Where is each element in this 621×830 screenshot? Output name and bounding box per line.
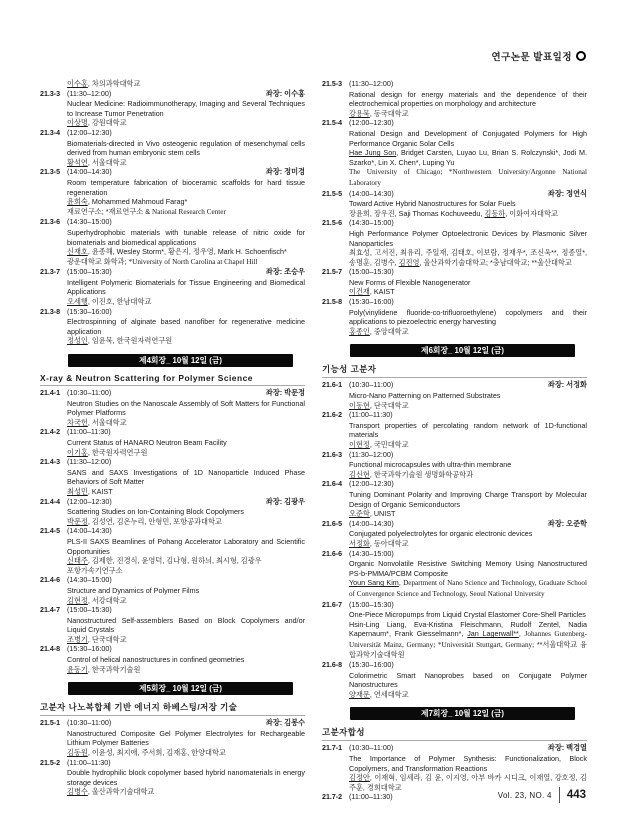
entry-header	[40, 388, 305, 399]
entry-header	[40, 497, 305, 508]
presenter-name: 조병기	[67, 634, 88, 644]
two-column-layout	[40, 79, 587, 803]
session-chair-label: 좌장: 조승우	[265, 267, 305, 277]
presenter-name: 이건재	[349, 287, 370, 297]
entry-title: Nuclear Medicine: Radioimmunotherapy, Imaging and Several Techniques to Increase Tumor Penetration	[67, 99, 305, 118]
session-chair-label: 좌장: 이수홍	[265, 88, 305, 98]
entry-header	[322, 118, 587, 129]
entry-title: Colorimetric Smart Nanoprobes based on Conjugate Polymer Nanostructures	[349, 670, 587, 690]
program-entry	[322, 519, 587, 549]
entry-time: (14:30–15:00)	[67, 217, 112, 227]
author-line	[67, 336, 305, 346]
author-line	[67, 158, 305, 168]
entry-code: 21.5-6	[322, 219, 343, 228]
author-text: ,	[518, 629, 525, 639]
entry-title: Neutron Studies on the Nanoscale Assembly of Soft Matters for Functional Polymer Platforms	[67, 398, 305, 418]
program-entry	[40, 526, 305, 575]
entry-time: (15:30–16:00)	[349, 297, 394, 307]
author-text: *University of North Carolina at Chapel Hill	[128, 257, 258, 266]
right-column	[322, 79, 587, 803]
entry-header	[40, 217, 305, 228]
program-entry	[322, 297, 587, 336]
author-line	[349, 109, 587, 119]
presenter-name: 윤동기	[67, 664, 88, 674]
author-text: Johannes Gutenberg-Universität Mainz, Germany; *Universität Stuttgart, Germany;	[349, 630, 587, 649]
author-text: 포항가속기연구소	[67, 565, 123, 575]
author-line	[67, 118, 305, 128]
entry-header	[40, 605, 305, 616]
session-title: 고분자 나노복합체 기반 에너지 하베스팅/저장 기술	[40, 700, 305, 716]
entry-time: (10:30–11:00)	[349, 743, 394, 753]
program-entry	[40, 605, 305, 644]
entry-time: (11:00–11:30)	[67, 427, 111, 437]
entry-code: 21.5-2	[40, 758, 61, 767]
program-entry	[40, 427, 305, 457]
entry-time: (10:30–11:00)	[67, 718, 112, 728]
program-entry	[322, 380, 587, 410]
author-line	[349, 620, 587, 660]
entry-header	[40, 128, 305, 139]
session-chair-label: 좌장: 박문정	[265, 388, 305, 398]
author-text: , 이화여자대학교	[505, 208, 558, 218]
session-bar: 제4회장_ 10월 12일 (금)	[68, 354, 293, 367]
entry-title: Intelligent Polymeric Biomaterials for Tissue Engineering and Biomedical Applications	[67, 277, 305, 297]
presenter-name: 홍종인	[349, 326, 370, 336]
entry-title: Control of helical nanostructures in confined geometries	[67, 655, 245, 665]
author-line	[67, 207, 305, 218]
entry-time: (12:00–12:30)	[67, 127, 112, 137]
volume-label: Vol. 23, NO. 4	[497, 790, 552, 800]
author-text: The University of Chicago; *Northwestern University/Argonne National Laboratory	[349, 168, 587, 187]
entry-time: (11:00–11:30)	[349, 410, 393, 420]
page-number: 443	[566, 789, 586, 801]
entry-code: 21.5-3	[322, 80, 343, 88]
presenter-name: Jan Lagerwall**	[467, 629, 519, 639]
program-entry	[40, 128, 305, 167]
author-line	[349, 401, 587, 411]
presenter-name: 김정안	[349, 773, 370, 783]
session-chair-label: 좌장: 백경열	[547, 743, 587, 753]
presenter-name: 이동현	[349, 400, 370, 410]
entry-title: Rational design for energy materials and the dependence of their electrochemical properties on morphology and architecture	[349, 89, 587, 109]
program-entry	[322, 600, 587, 661]
entry-title: Current Status of HANARO Neutron Beam Facility	[67, 438, 227, 447]
footer-divider	[559, 787, 560, 803]
entry-title: Nanostructured Composite Gel Polymer Electrolytes for Rechargeable Lithium Polymer Batteries	[67, 728, 305, 748]
entry-title: High Performance Polymer Optoelectronic Devices by Plasmonic Silver Nanoparticles	[349, 228, 587, 248]
author-text: , 단국대학교	[369, 400, 409, 410]
program-entry	[40, 388, 305, 427]
entry-header	[40, 89, 305, 100]
entry-time: (15:00–15:30)	[67, 605, 112, 615]
author-line	[349, 209, 587, 219]
entry-title: Room temperature fabrication of bioceramic scaffolds for hard tissue regeneration	[67, 177, 305, 197]
author-text: , 한국원자력연구원	[87, 447, 148, 457]
entry-time: (10:30–11:00)	[67, 388, 112, 398]
author-line	[349, 539, 587, 549]
author-line	[67, 448, 305, 458]
entry-time: (12:00–12:30)	[349, 118, 394, 128]
author-text: 장윤희, 장우진, Saji Thomas Kochuveedu,	[349, 208, 485, 218]
entry-code: 21.3-3	[40, 89, 61, 98]
author-text: , 이진호, 한남대학교	[87, 297, 152, 307]
entry-header	[40, 758, 305, 769]
author-line	[349, 287, 587, 297]
entry-time: (11:30–12:00)	[67, 88, 112, 98]
author-line	[349, 440, 587, 450]
author-text: , Mohammed Mahmoud Farag*	[87, 197, 188, 207]
author-line	[67, 566, 305, 576]
program-entry	[40, 307, 305, 346]
entry-time: (14:30–15:00)	[349, 548, 394, 558]
program-entry	[40, 718, 305, 757]
entry-code: 21.3-7	[40, 268, 61, 277]
entry-title: PLS-II SAXS Beamlines of Pohang Accelerator Laboratory and Scientific Opportunities	[67, 536, 305, 556]
author-line	[67, 665, 305, 675]
session-chair-label: 좌장: 오준학	[547, 518, 587, 528]
program-entry	[40, 457, 305, 496]
presenter-name: 오세행	[67, 297, 88, 307]
entry-code: 21.6-1	[322, 381, 343, 390]
author-text: , 한국과학기술원	[87, 664, 141, 674]
author-text: 재료연구소; *재료연구소 &	[67, 206, 153, 216]
author-line	[67, 787, 305, 797]
program-entry	[322, 450, 587, 480]
page-header	[491, 49, 586, 63]
author-line	[67, 556, 305, 566]
author-line	[67, 596, 305, 606]
author-text: Hsin-Ling Liang, Eva-Kristina Fleischmann, Rudolf Zentel, Nadia Kapernaum*, Frank Giesselmann*,	[349, 619, 587, 639]
author-text: , 연세대학교	[369, 689, 409, 699]
entry-code: 21.6-3	[322, 450, 343, 459]
session-chair-label: 좌장: 정미경	[265, 167, 305, 177]
entry-header	[322, 297, 587, 308]
entry-code: 21.5-5	[322, 189, 343, 198]
session-bar: 제6회장_ 10월 12일 (금)	[350, 344, 575, 357]
author-line	[67, 297, 305, 307]
author-line	[67, 487, 305, 497]
author-text: , 김제한, 진경식, 윤영덕, 김나형, 원하늬, 최시형, 김광우	[87, 556, 262, 566]
session-chair-label: 좌장: 서정화	[547, 380, 587, 390]
author-text: , 서울대학교	[87, 157, 127, 167]
page-header-title: 연구논문 발표일정	[491, 52, 572, 63]
presenter-name: Youn Sang Kim	[349, 578, 399, 588]
presenter-name: 이현정	[349, 440, 370, 449]
entry-title: Conjugated polyelectrolytes for organic electronic devices	[349, 529, 533, 539]
presenter-name: Hae Jung Son	[349, 148, 397, 158]
entry-code: 21.4-1	[40, 389, 61, 398]
session-chair-label: 좌장: 김광우	[265, 496, 305, 506]
presenter-name: 김현정	[67, 595, 88, 605]
author-text: National Research Center	[152, 207, 226, 216]
author-text: , 동국대학교	[369, 108, 409, 118]
entry-code: 21.3-5	[40, 168, 61, 177]
author-text: , 윤종해, Wesley Storm*, 황은지, 정우영, Mark H. Schoenfisch*	[87, 247, 287, 257]
author-line	[349, 470, 587, 480]
entry-time: (11:00–11:30)	[349, 792, 393, 802]
entry-header	[40, 267, 305, 278]
entry-time: (15:00–15:30)	[67, 267, 112, 277]
entry-title: Scattering Studies on Ion-Containing Block Copolymers	[67, 507, 244, 517]
program-entry	[40, 497, 305, 527]
entry-header	[322, 380, 587, 391]
author-text: , 차의과학대학교	[87, 79, 141, 88]
entry-code: 21.5-7	[322, 268, 343, 277]
author-text: , 김성연, 김온누리, 안형민, 포항공과대학교	[87, 516, 222, 526]
author-line	[349, 509, 587, 519]
author-line	[67, 79, 305, 89]
entry-code: 21.6-5	[322, 519, 343, 528]
entry-header	[322, 519, 587, 530]
entry-code: 21.5-8	[322, 298, 343, 307]
entry-time: (14:30–15:00)	[349, 218, 394, 228]
presenter-name: 김동하	[484, 208, 506, 218]
author-text: , 이윤성, 최지애, 주서희, 김재홍, 한양대학교	[87, 748, 226, 758]
author-line	[349, 167, 587, 188]
author-line	[67, 197, 305, 207]
entry-header	[40, 307, 305, 318]
program-entry	[322, 267, 587, 297]
entry-time: (11:30–12:00)	[349, 79, 394, 88]
program-entry	[40, 575, 305, 605]
entry-code: 21.6-4	[322, 480, 343, 489]
author-text: , 울산과학기술대학교; *충남대학교; **울산대학교	[419, 257, 572, 267]
program-entry	[322, 189, 587, 219]
author-text: , KAIST	[369, 287, 395, 297]
circle-bullet-icon	[576, 51, 586, 61]
entry-code: 21.3-8	[40, 307, 61, 316]
presenter-name: 신태주	[67, 556, 88, 566]
entry-header	[322, 479, 587, 490]
entry-title: Electrospinning of alginate based nanofiber for regenerative medicine application	[67, 317, 305, 336]
author-line	[67, 418, 305, 428]
presenter-name: 김신현	[349, 469, 370, 479]
author-line	[67, 517, 305, 527]
entry-header	[40, 644, 305, 655]
left-column	[40, 79, 305, 803]
entry-code: 21.5-4	[322, 119, 343, 128]
presenter-name: 양재문	[349, 689, 370, 699]
entry-code: 21.6-2	[322, 411, 343, 420]
entry-header	[322, 79, 587, 90]
entry-header	[322, 660, 587, 671]
session-chair-label: 좌장: 김봉수	[265, 718, 305, 728]
entry-title: Poly(vinylidene fluoride-co-trifluoroethylene) copolymers and their applications to piezoelectric energy harvesting	[349, 307, 587, 327]
author-text: ,	[398, 578, 404, 588]
entry-title: Nanostructured Self-assemblers Based on Block Copolymers and/or Liquid Crystals	[67, 615, 305, 635]
presenter-name: 최성민	[67, 486, 88, 496]
author-text: , 울산과학기술대학교	[87, 787, 155, 797]
program-entry	[322, 218, 587, 267]
entry-header	[40, 718, 305, 729]
entry-header	[40, 526, 305, 537]
program-entry	[40, 89, 305, 128]
entry-time: (14:00–14:30)	[67, 526, 112, 536]
session-title: X-ray & Neutron Scattering for Polymer Science	[40, 372, 305, 386]
entry-time: (10:30–11:00)	[349, 380, 394, 390]
entry-code: 21.6-7	[322, 600, 343, 609]
entry-code: 21.3-4	[40, 128, 61, 137]
entry-time: (14:30–15:00)	[67, 575, 112, 585]
entry-time: (12:00–12:30)	[349, 479, 394, 489]
presenter-name: 김동원	[67, 748, 88, 758]
entry-time: (15:30–16:00)	[67, 306, 112, 316]
entry-code: 21.4-8	[40, 645, 61, 654]
author-text: , 한국과학기술원 생명화학공학과	[369, 469, 474, 479]
entry-header	[40, 427, 305, 438]
entry-time: (14:00–14:30)	[67, 167, 112, 177]
entry-title: Superhydrophobic materials with tunable release of nitric oxide for biomaterials and biomedical applications	[67, 227, 305, 247]
author-text: , 서강대학교	[87, 595, 127, 605]
entry-title: Double hydrophilic block copolymer based hybrid nanomaterials in energy storage devices	[67, 768, 305, 787]
entry-time: (12:00–12:30)	[67, 496, 112, 506]
program-entry	[40, 167, 305, 217]
entry-title: Micro-Nano Patterning on Patterned Substrates	[349, 391, 501, 401]
entry-time: (14:00–14:30)	[349, 518, 394, 528]
presenter-name: 박문정	[67, 516, 88, 526]
entry-time: (15:30–16:00)	[349, 660, 394, 670]
program-entry	[40, 217, 305, 267]
entry-header	[40, 457, 305, 468]
author-text: , 국민대학교	[369, 440, 409, 449]
entry-time: (15:00–15:30)	[349, 267, 394, 277]
author-text: Department of Nano Science and Technology, Graduate School of Convergence Science and Technology, Seoul National University	[349, 579, 588, 598]
presenter-name: 이상명	[67, 118, 88, 128]
entry-code: 21.4-6	[40, 576, 61, 585]
presenter-name: 윤희숙	[67, 197, 88, 207]
author-line	[349, 690, 587, 700]
author-line	[67, 247, 305, 257]
entry-code: 21.4-7	[40, 606, 61, 615]
entry-code: 21.5-1	[40, 719, 61, 728]
presenter-name: 신재호	[67, 247, 88, 257]
author-line	[349, 578, 587, 599]
page-footer	[498, 787, 586, 803]
entry-code: 21.4-2	[40, 428, 61, 437]
entry-header	[322, 549, 587, 560]
entry-title: Rational Design and Development of Conjugated Polymers for High Performance Organic Solar Cells	[349, 128, 587, 148]
author-text: 최효성, 고서진, 최유리, 주일재, 김태호, 이보람, 정재우*, 조신욱**, 정종열*, 송명훈, 김병수,	[349, 248, 587, 267]
entry-header	[322, 743, 587, 754]
author-text: , 이재혁, 임세라, 김 윤, 이지영, 아부 바카 시디크, 이재열, 강호정, 김주훈, 경희대학교	[349, 773, 587, 792]
entry-time: (15:00–15:30)	[349, 599, 394, 609]
program-entry	[40, 758, 305, 797]
presenter-name: 차국헌	[67, 417, 88, 427]
program-entry	[322, 660, 587, 699]
program-entry	[40, 267, 305, 306]
entry-title: Structure and Dynamics of Polymer Films	[67, 585, 200, 595]
entry-title: Functional microcapsules with ultra-thin membrane	[349, 460, 512, 470]
entry-code: 21.4-4	[40, 497, 61, 506]
entry-header	[40, 575, 305, 586]
author-text: , 중앙대학교	[369, 326, 409, 336]
entry-code: 21.3-6	[40, 218, 61, 227]
presenter-name: 김병수	[67, 787, 88, 797]
author-text: , KAIST	[87, 486, 113, 496]
author-text: 광운대학교 화학과;	[67, 256, 129, 266]
entry-title: SANS and SAXS Investigations of 1D Nanoparticle Induced Phase Behaviors of Soft Matter	[67, 467, 305, 487]
entry-code: 21.4-5	[40, 527, 61, 536]
session-title: 기능성 고분자	[322, 362, 587, 378]
entry-code: 21.6-6	[322, 549, 343, 558]
author-line	[349, 248, 587, 267]
program-entry	[322, 79, 587, 118]
presenter-name: 이수홍	[67, 79, 88, 88]
author-line	[349, 327, 587, 337]
entry-code: 21.7-1	[322, 744, 343, 753]
entry-time: (11:30–12:00)	[349, 449, 394, 459]
session-bar: 제5회장_ 10월 12일 (금)	[68, 682, 293, 695]
author-text: , Bridget Carsten, Luyao Lu, Brian S. Rolczynski*, Jodi M. Szarko*, Lin X. Chen*, Luping Yu	[349, 148, 587, 167]
program-entry	[322, 479, 587, 518]
entry-title: New Forms of Flexible Nanogenerator	[349, 277, 471, 287]
entry-header	[322, 450, 587, 461]
entry-header	[322, 267, 587, 278]
entry-time: (11:30–12:00)	[67, 457, 112, 467]
entry-header	[322, 218, 587, 229]
program-entry	[322, 118, 587, 188]
entry-time: (15:30–16:00)	[67, 644, 112, 654]
author-line	[67, 635, 305, 645]
entry-header	[322, 410, 587, 421]
presenter-name: 오준학	[349, 509, 370, 519]
author-text: , 단국대학교	[87, 634, 127, 644]
author-text: , 강원대학교	[87, 118, 127, 128]
entry-header	[40, 167, 305, 178]
author-text: , 동아대학교	[369, 538, 409, 548]
entry-title: Organic Nonvolatile Resistive Switching Memory Using Nanostructured PS-b-PMMA/PCBM Composite	[349, 559, 587, 578]
author-text: , UNIST	[369, 509, 396, 519]
entry-title: Transport properties of percolating random network of 1D-functional materials	[349, 420, 587, 440]
author-text: **서울대학교 융합과학기술대학원	[349, 639, 587, 660]
presenter-name: 황석연	[67, 157, 88, 167]
author-line	[67, 748, 305, 758]
presenter-name: 강용묵	[349, 108, 370, 118]
presenter-name: 정성인	[67, 336, 88, 346]
entry-time: (11:00–11:30)	[67, 757, 111, 767]
session-bar: 제7회장_ 10월 12일 (금)	[350, 707, 575, 720]
presenter-name: 김진영	[398, 257, 420, 267]
entry-header	[322, 189, 587, 200]
author-text: , 서울대학교	[87, 417, 127, 427]
program-entry	[322, 410, 587, 449]
session-title: 고분자합성	[322, 725, 587, 741]
entry-time: (14:00–14:30)	[349, 188, 394, 198]
program-entry	[322, 743, 587, 792]
entry-title: Toward Active Hybrid Nanostructures for Solar Fuels	[349, 199, 516, 209]
entry-code: 21.7-2	[322, 793, 343, 802]
author-line	[349, 148, 587, 167]
entry-code: 21.6-8	[322, 661, 343, 670]
author-text: , 임윤묵, 한국원자력연구원	[87, 336, 173, 346]
entry-header	[322, 600, 587, 611]
entry-title: One-Piece Micropumps from Liquid Crystal Elastomer Core-Shell Particles	[349, 610, 586, 620]
entry-title: Tuning Dominant Polarity and Improving Charge Transport by Molecular Design of Organic Semiconductors	[349, 489, 587, 509]
presenter-name: 이기홍	[67, 447, 88, 457]
session-chair-label: 좌장: 정연식	[547, 188, 587, 198]
author-line	[67, 257, 305, 268]
presenter-name: 서정화	[349, 538, 370, 548]
entry-code: 21.4-3	[40, 458, 61, 467]
entry-title: Biomaterials-directed in Vivo osteogenic regulation of mesenchymal cells derived from human embryonic stem cells	[67, 138, 305, 158]
program-entry	[40, 644, 305, 674]
entry-title: The Importance of Polymer Synthesis: Functionalization, Block Copolymers, and Transformation Reactions	[349, 754, 587, 773]
program-entry	[322, 549, 587, 600]
